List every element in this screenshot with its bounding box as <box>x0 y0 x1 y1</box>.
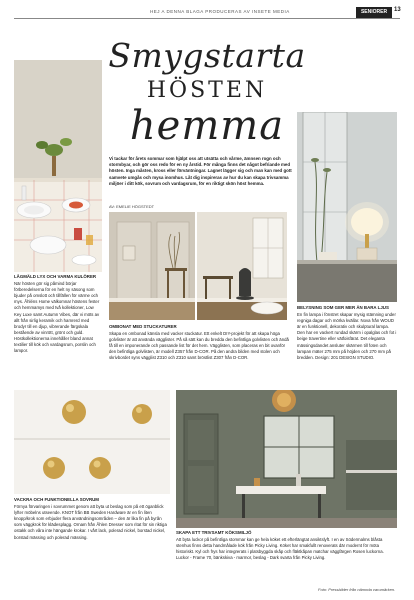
caption-table-body: När hösten gör sig påmind börjar förberedelserna för en helt ny säsong som bjuder på omslott och tillfällen för värme och mys. Åhléns Home välkomnar höstens fester och hemmamys med två kollektioner, Low Key Luxe samt Autumn Vibes, där vi möts av allt från sirlig keramik och hamrerd med brodyr till en djup, vibrerande färgskala bestående av vinrött, grönt och guld. Höstkollektionerna innehåller bland annat textilier till kök och vardagsrum, porslin och lampor. <box>14 281 100 354</box>
photo-table-setting <box>14 60 102 272</box>
section-badge: SENIORER <box>356 7 392 18</box>
header-rule <box>14 18 400 19</box>
caption-knobs <box>14 497 170 541</box>
caption-livingroom <box>109 324 293 362</box>
caption-lamp-heading: BELYSNING SOM GER MER ÄN BARA LJUS <box>297 305 389 310</box>
title-line-3: hemma <box>129 103 285 149</box>
caption-lamp <box>297 305 397 361</box>
caption-kitchen <box>176 530 397 561</box>
caption-kitchen-heading: SKAPA ETT TRIVSAMT KÖKSMILJÖ <box>176 530 252 535</box>
header-kicker: HEJ A DENNA BLAGA PRODUCERAS AV INSETE MEDIA <box>150 9 290 14</box>
photo-credit: Foto: Pressbilder från nämnda varumärken. <box>318 587 396 592</box>
caption-table-heading: LÅGMÄLD LYX OCH VARMA KULÖRER <box>14 274 97 279</box>
byline: AV: EMELIE HÖGSTEDT <box>109 204 155 209</box>
photo-desk <box>197 212 287 320</box>
title-line-1: Smygstarta <box>108 36 306 75</box>
photo-brass-knobs <box>14 390 170 494</box>
caption-knobs-body: Förnya förvaringen i sovrummet genom att byta ut beslag som på ett öganblick lyfter möbelns utseende. KNOT från BB Sweden Hardware är en fin liten knopp/krok som erbjuder flera användningsområden – den är lika fin på byrån som väggkrok för klädesplagg. Ornam från Åhlen Dresser som ritat för sin riktiga ostakk och våra inte hängande krokar. I vårt lack, polerad nickel, borstad nickel, borstad mässing och polerad mässing. <box>14 504 167 540</box>
caption-knobs-heading: VACKRA OCH FUNKTIONELLA SOVRUM <box>14 497 99 502</box>
photo-kitchen <box>176 390 397 528</box>
title-line-2: HÖSTEN <box>146 78 268 103</box>
caption-kitchen-body: Att byta luckor på befintliga stommar kan ge hela köket ett efterlängtat ansiktslyft. I en av Södermalms blåsta stenhus finns detta handmålade kök från Picky Living. Köket har smakfullt renoverats där modernt för möta historiskt. Kyl och frys har integrerats i platsbyggda skåp och fläktkåpan matchar väggfärgen Rosen luckorna. Luckor - Frame 70, bänkskiva - marmor, beslag - Dark svarta från Picky Living. <box>176 537 384 561</box>
caption-lamp-body: En fin lampa i fönstret skapar mysig stämning under regniga dagar och mörka kvällar. Nova från WOUD är en funktionell, dekorativ och skulptural lampa. Den har en vackert rundad skärm i opalglas och fot i beige travertine eller vätfoisfärat. Det eleganta mässingsdandet ansluter skärmen till foten och lampan mäter 275 mm på höjden och 270 mm på bredden. Design: 201 DESIGN STUDIO. <box>297 312 397 360</box>
photo-living-room <box>109 212 195 320</box>
intro-paragraph: Vi tackar för årets sommar som hjälpt oss att utsätta och vårme, ämnsen rogn och stormbyar, och gör oss redo för en ny årstid. För många finns det något befriande med hösten. Inga måsten, kross eller förväntningar. Lagnet lägger sig och man kan med gott samvete umgås och mysa inomhus. Låt dig inspireras av hur du kan skapa trivsamma miljöer i ditt kök, sovrum och vardagsrum, för en riktigt skön höst hemma. <box>109 156 292 186</box>
running-header <box>0 0 414 22</box>
photo-lamp <box>297 112 397 302</box>
caption-livingroom-heading: OMBONAT MED STUCKATURER <box>109 324 177 329</box>
page-number: 13 <box>394 7 401 13</box>
caption-livingroom-body: Skapa en ombonad känsla med vacker stuckatur. Ett enkelt DIY-projekt för att skapa höga golvlister är att använda vägglister. På så sätt kan du bredda den befintliga golvlisten och ändå få till en imponerande och passande list för det hem. Vägglisten, som placeras en bit ovanför den befintliga golvlisten, är modell Z357 från D-COR. På den andra bilden med stolen och skrivbordet syns vägglist Z310 och Z310 samt bröstlist Z307 från D-COR. <box>109 331 289 361</box>
caption-table <box>14 274 102 354</box>
